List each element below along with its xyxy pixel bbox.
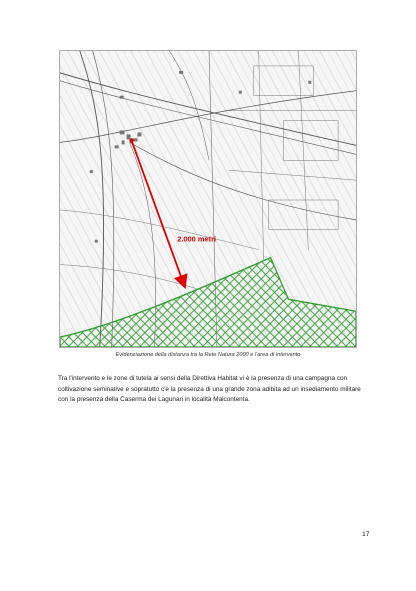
distance-label: 2.000 metri <box>177 234 217 244</box>
map-figure <box>59 50 357 348</box>
body-paragraph <box>58 374 364 406</box>
figure-caption: Evidenziazione della distanza tra la Rete Natura 2000 e l'area di intervento <box>115 352 301 358</box>
page-number: 17 <box>362 531 370 538</box>
paragraph-line: Tra l'intervento e le zone di tutela ai sensi della Direttiva Habitat vi è la presenza di una campagna con <box>58 375 348 382</box>
paragraph-line: con la presenza della Caserma dei Lagunari in località Malcontenta. <box>58 396 250 403</box>
paragraph-line: coltivazione seminative e sopratutto c'è la presenza di una grande zona adibita ad un insediamento militare <box>58 385 361 393</box>
